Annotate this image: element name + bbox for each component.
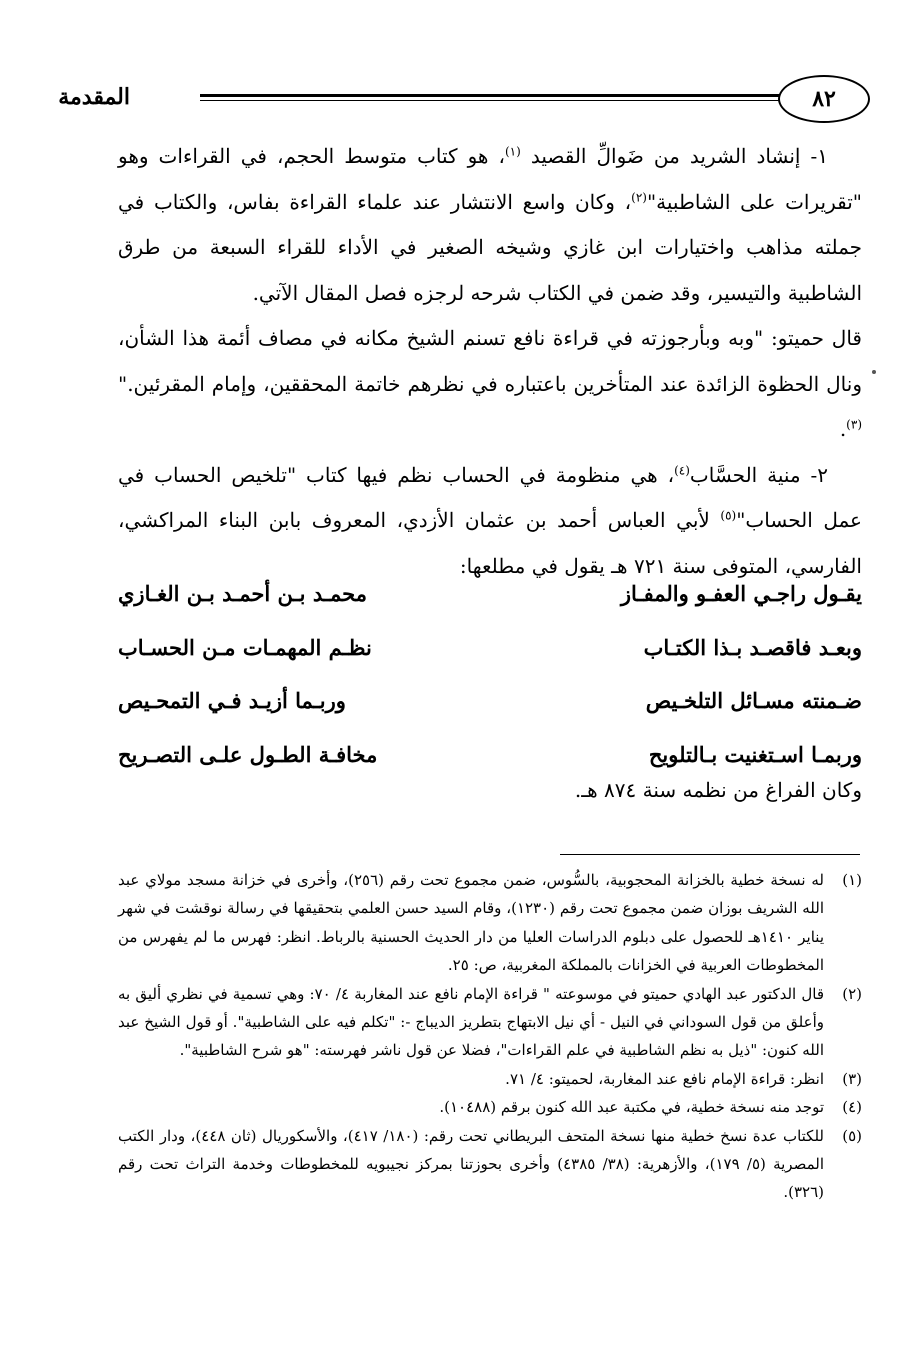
footnote-number: (٢): [842, 984, 862, 1003]
footnote-text: للكتاب عدة نسخ خطية منها نسخة المتحف البريطاني تحت رقم: (١٨٠/ ٤١٧)، والأسكوريال (ثان ٤٤٨)، ودار الكتب المصرية (٥/ ١٧٩)، والأزهرية: (٣٨/ ٤٣٨٥) وأخرى بحوزتنا بمركز نجيبويه للمخطوطات وخدمة التراث تحت رقم (٣٢٦).: [118, 1126, 825, 1202]
margin-mark: [872, 370, 876, 374]
text-run: ، هي منظومة في الحساب نظم فيها كتاب "تلخيص الحساب في عمل الحساب": [118, 462, 862, 532]
footnote-ref-5[interactable]: (٥): [720, 508, 737, 523]
footnote-text: له نسخة خطية بالخزانة المحجوبية، بالسُّوس، ضمن مجموع تحت رقم (٢٥٦)، وأخرى في خزانة مسجد مولاي عبد الله الشريف بوزان ضمن مجموع تحت رقم (١٢٣٠)، وقام السيد حسن العلمي بتحقيقها في رسالة نوقشت في شهر يناير ١٤١٠هـ للحصول على دبلوم الدراسات العليا من دار الحديث الحسنية بالرباط. انظر: فهرس ما لم يفهرس من المخطوطات العربية في الخزانات بالمملكة المغربية، ص: ٢٥.: [118, 871, 824, 975]
text-run: ، وكان واسع الانتشار عند علماء القراءة بفاس، والكتاب في جملته مذاهب واختيارات ابن غازي وشيخه الصغير في الأداء للقراء السبعة من طرق الشاطبية والتيسير، وقد ضمن في الكتاب شرحه لرجزه فصل المقال الآتي.: [118, 189, 862, 305]
footnote-3: [118, 1065, 862, 1093]
footnote-4: [118, 1093, 862, 1121]
poem-second-hemistich: وربـما أزيـد فـي التمحـيص: [118, 688, 346, 714]
footnotes: [118, 866, 862, 1207]
text-run: ١- إنشاد الشريد من ضَوالِّ القصيد: [520, 144, 828, 168]
footnote-ref-3[interactable]: (٣): [846, 417, 862, 432]
footnote-separator: [560, 854, 860, 855]
paragraph-quote-hamitou: [118, 316, 862, 453]
footnote-number: (٣): [842, 1069, 862, 1088]
poem-verse: [118, 567, 862, 621]
text-run: ، هو كتاب متوسط الحجم، في القراءات وهو "تقريرات على الشاطبية": [118, 144, 863, 214]
footnote-ref-1[interactable]: (١): [504, 144, 521, 159]
text-run: لأبي العباس أحمد بن عثمان الأزدي، المعروف بابن البناء المراكشي، الفارسي، المتوفى سنة ٧٢١ هـ يقول في مطلعها:: [118, 508, 862, 578]
text-run: .: [839, 417, 847, 441]
header-rule-thin: [200, 100, 780, 101]
footnote-number: (١): [842, 871, 862, 889]
footnote-number: (٤): [842, 1098, 862, 1117]
footnote-ref-4[interactable]: (٤): [674, 462, 690, 477]
main-text: [118, 134, 862, 589]
poem-verse: [118, 728, 862, 782]
footnote-text: قال الدكتور عبد الهادي حميتو في موسوعته " قراءة الإمام نافع عند المغاربة ٤/ ٧٠: وهي تسمية في نظري أليق به وأعلق من قول السوداني في النيل - أي نيل الابتهاج بتطريز الديباج -: "تكلم فيه على الشاطبية". أو قول الشيخ عبد الله كنون: "ذيل به نظم الشاطبية في علم القراءات"، فضلا عن قول ناشر فهرسته: "هو شرح الشاطبية".: [118, 984, 824, 1060]
poem-verse: [118, 674, 862, 728]
footnote-5: [118, 1122, 862, 1207]
poem-first-hemistich: وبعـد فاقصـد بـذا الكتـاب: [643, 634, 862, 660]
poem-verse: [118, 621, 862, 675]
footnote-text: انظر: قراءة الإمام نافع عند المغاربة، لحميتو: ٤/ ٧١.: [505, 1069, 824, 1088]
poem-second-hemistich: مخافـة الطـول علـى التصـريح: [118, 741, 378, 767]
poem: [118, 567, 862, 781]
header-rule: [200, 94, 780, 97]
footnote-ref-2[interactable]: (٢): [631, 189, 647, 204]
poem-second-hemistich: محمـد بـن أحمـد بـن الغـازي: [118, 581, 367, 607]
poem-first-hemistich: يقـول راجـي العفـو والمفـاز: [620, 581, 862, 607]
page-number: ٨٢: [778, 75, 870, 123]
poem-first-hemistich: ضـمنته مسـائل التلخـيص: [645, 688, 862, 714]
poem-second-hemistich: نظـم المهمـات مـن الحسـاب: [118, 634, 372, 660]
footnote-1: [118, 866, 862, 980]
paragraph-inshad: [118, 134, 862, 316]
text-run: ٢- منية الحسَّاب: [689, 462, 828, 487]
footnote-2: [118, 980, 862, 1065]
running-header-title: المقدمة: [58, 84, 130, 110]
footnote-number: (٥): [842, 1126, 862, 1145]
poem-completion-note: وكان الفراغ من نظمه سنة ٨٧٤ هـ.: [574, 778, 862, 802]
poem-first-hemistich: وربمـا اسـتغنيت بـالتلويح: [648, 741, 862, 767]
text-run: قال حميتو: "وبه وبأرجوزته في قراءة نافع تسنم الشيخ مكانه في مصاف أئمة هذا الشأن، ونال الحظوة الزائدة عند المتأخرين باعتباره في نظرهم خاتمة المحققين، وإمام المقرئين.": [118, 326, 862, 396]
footnote-text: توجد منه نسخة خطية، في مكتبة عبد الله كنون برقم (١٠٤٨٨).: [439, 1098, 824, 1117]
